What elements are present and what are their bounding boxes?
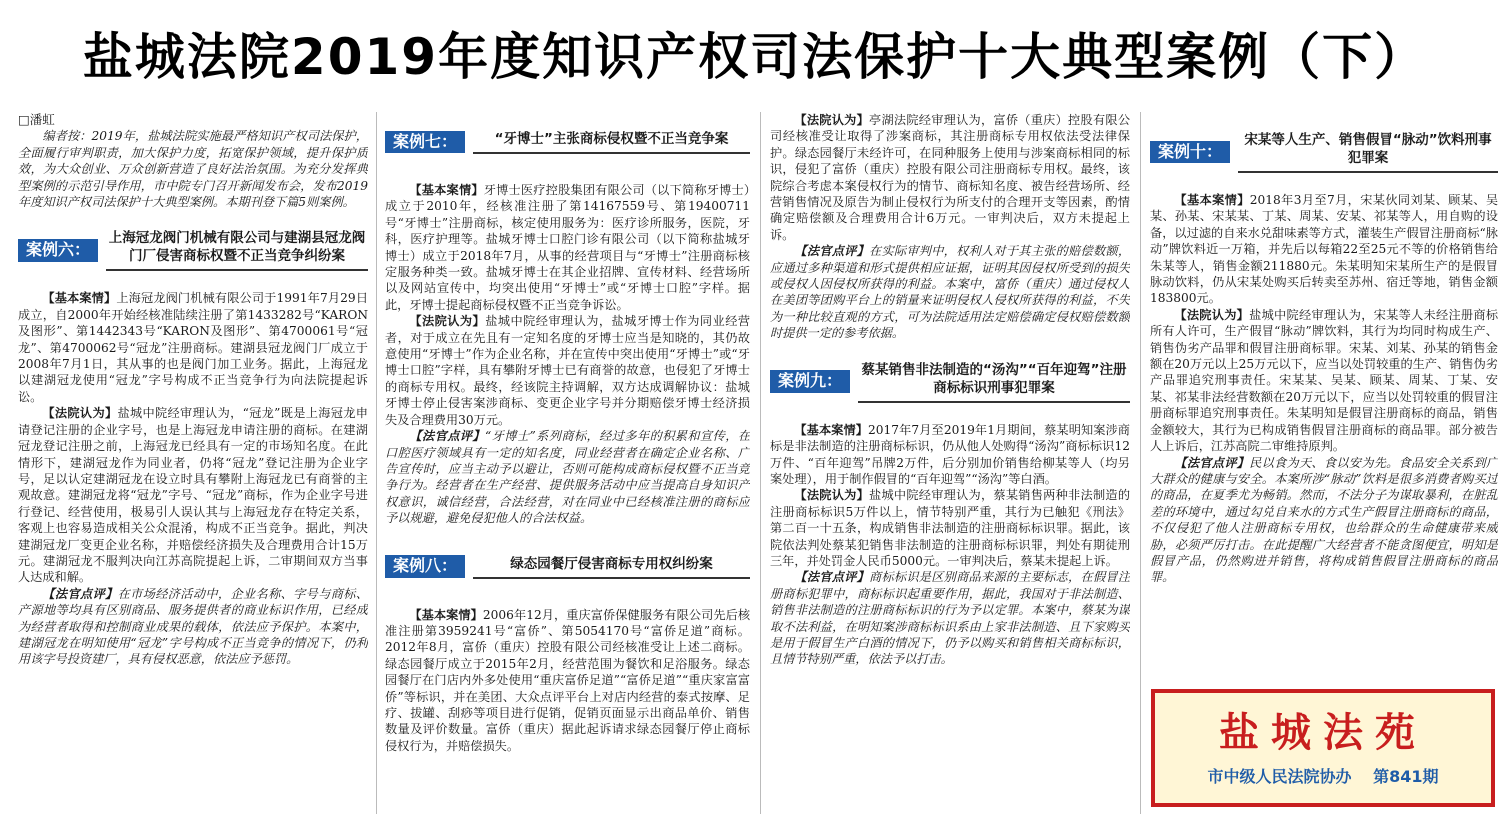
case-10-facts: 【基本案情】2018年3月至7月，宋某伙同刘某、顾某、吴某、孙某、宋某某、丁某、周某、安某、祁某等人，用自购的设备，以过滤的自来水兑甜味素等方式，灌装生产假冒注册商标“脉动”牌饮料近一万箱，并先后以每箱22至25元不等的价格销售给朱某等人，销售金额211880元。朱某明知宋某所生产的是假冒脉动饮料，仍从宋某处购买后转卖至苏州、宿迁等地，销售金额183800元。: [1150, 193, 1498, 306]
case-9-comment: 【法官点评】商标标识是区别商品来源的主要标志，在假冒注册商标犯罪中，商标标识起重要作用，据此，我国对于非法制造、销售非法制造的注册商标标识的行为予以定罪。本案中，蔡某为谋取不法利益，在明知案涉商标标识系由上家非法制造、且下家购买是用于假冒生产白酒的情况下，仍予以购买和销售相关商标标识，且情节特别严重，依法予以打击。: [770, 570, 1130, 667]
case-9-header: [770, 352, 1130, 412]
comment-tag: 【法官点评】: [42, 586, 118, 601]
case-7-facts: 【基本案情】牙博士医疗控股集团有限公司（以下简称牙博士）成立于2010年，经核准注册了第14167559号、第19400711号“牙博士”注册商标，核定使用服务为：医疗诊所服务，医院，牙科，医疗护理等。盐城牙博士口腔门诊有限公司（以下简称盐城牙博士）成立于2018年7月，从事的经营项目与“牙博士”注册商标核定服务种类一致。盐城牙博士在其企业招牌、宣传材料、经营场所以及网站宣传中，均突出使用“牙博士”或“牙博士口腔”字样。据此，牙博士提起商标侵权暨不正当竞争诉讼。: [385, 183, 750, 312]
column-divider: [760, 112, 761, 814]
case-6-header: [18, 220, 368, 280]
case-10-title: 宋某等人生产、销售假冒“脉动”饮料刑事犯罪案: [1238, 131, 1498, 173]
case-7-label: 案例七：: [385, 131, 465, 153]
column-divider: [376, 112, 377, 814]
case-10-court: 【法院认为】盐城中院经审理认为，宋某等人未经注册商标所有人许可，生产假冒“脉动”牌饮料，其行为均同时构成生产、销售伪劣产品罪和假冒注册商标罪。宋某、刘某、孙某的销售金额在20万元以上25万元以下，应当以处罚较重的生产、销售伪劣产品罪追究刑事责任。宋某某、吴某、顾某、周某、丁某、安某、祁某非法经营数额在20万元以下，应当以处罚较重的假冒注册商标罪追究刑事责任。朱某明知是假冒注册商标的商品，销售金额较大，其行为已构成销售假冒注册商标的商品罪。部分被告人上诉后，江苏高院二审维持原判。: [1150, 307, 1498, 454]
brand-subline: [1155, 764, 1491, 787]
case-8-facts: 【基本案情】2006年12月，重庆富侨保健服务有限公司先后核准注册第3959241号“富侨”、第5054170号“富侨足道”商标。2012年8月，富侨（重庆）控股有限公司经核准受让上述二商标。绿态园餐厅成立于2015年2月，经营范围为餐饮和足浴服务。绿态园餐厅在门店内外多处使用“重庆富侨足道”“富侨足道”“重庆家富富侨”等标识，并在美团、大众点评平台上对店内经营的泰式按摩、足疗、拔罐、刮痧等项目进行促销，促销页面显示出商品单价、销售数量及评价数量。富侨（重庆）据此起诉请求绿态园餐厅停止商标侵权行为，并赔偿损失。: [385, 607, 750, 753]
brand-issue: 第841期: [1373, 767, 1439, 786]
case-7-court: 【法院认为】盐城中院经审理认为，盐城牙博士作为同业经营者，对于成立在先且有一定知名度的牙博士应当是知晓的，其仍故意使用“牙博士”作为企业名称，并在宣传中突出使用“牙博士”或“牙博士口腔”字样，具有攀附牙博士已有商誉的故意，也侵犯了牙博士的商标专用权。最终，经该院主持调解，双方达成调解协议：盐城牙博士停止侵害案涉商标、变更企业字号并分期赔偿牙博士经济损失及合理费用30万元。: [385, 314, 750, 427]
case-8-header: [385, 537, 750, 597]
case-9-title: 蔡某销售非法制造的“汤沟”“百年迎驾”注册商标标识刑事犯罪案: [858, 361, 1130, 403]
byline: □潘虹: [18, 112, 55, 127]
case-6-facts: 【基本案情】上海冠龙阀门机械有限公司于1991年7月29日成立，自2000年开始经核准陆续注册了第1433282号“KARON及图形”、第1442343号“KARON及图形”、第4700061号“冠龙”、第4700062号“冠龙”注册商标。建湖县冠龙阀门厂成立于2008年7月1日，其从事的也是阀门加工业务。据此，上海冠龙以建湖冠龙使用“冠龙”字号构成不正当竞争行为向法院提起诉讼。: [18, 291, 368, 404]
column-2: [385, 112, 750, 814]
case-7-comment: 【法官点评】“牙博士”系列商标，经过多年的积累和宣传，在口腔医疗领域具有一定的知名度，同业经营者在确定企业名称、广告宣传时，应当主动予以避让，否则可能构成商标侵权暨不正当竞争行为。经营者在生产经营、提供服务活动中应当提高自身知识产权意识，诚信经营，合法经营，对在同业中已经核准注册的商标应予以规避，避免侵犯他人的合法权益。: [385, 429, 750, 526]
case-10-label: 案例十：: [1150, 141, 1230, 163]
case-8-comment: 【法官点评】在实际审判中，权利人对于其主张的赔偿数额，应通过多种渠道和形式提供相应证据，证明其因侵权所受到的损失或侵权人因侵权所获得的利益。本案中，富侨（重庆）通过侵权人在美团等团购平台上的销量来证明侵权人侵权所获得的利益，不失为一种比较直观的方式，可为法院适用法定赔偿确定侵权赔偿数额时提供一定的参考依据。: [770, 244, 1130, 341]
editor-note: 编者按：2019年，盐城法院实施最严格知识产权司法保护，全面履行审判职责，加大保护力度，拓宽保护领域，提升保护质效，为大众创业、万众创新营造了良好法治氛围。为充分发挥典型案例的示范引导作用，市中院专门召开新闻发布会，发布2019年度知识产权司法保护十大典型案例。本期刊登下篇5则案例。: [18, 129, 368, 210]
case-6-court: 【法院认为】盐城中院经审理认为，“冠龙”既是上海冠龙申请登记注册的企业字号，也是上海冠龙申请注册的商标。在建湖冠龙登记注册之前，上海冠龙已经具有一定的市场知名度。在此情形下，建湖冠龙作为同业者，仍将“冠龙”登记注册为企业字号，足以认定建湖冠龙在设立时具有攀附上海冠龙已有商誉的主观故意。建湖冠龙将“冠龙”字号、“冠龙”商标，作为企业字号进行登记、经营使用，极易引人误认其与上海冠龙存在特定关系，客观上也容易造成相关公众混淆，构成不正当竞争。据此，判决建湖冠龙厂变更企业名称，并赔偿经济损失及合理费用合计15万元。建湖冠龙不服判决向江苏高院提起上诉，二审期间双方当事人达成和解。: [18, 406, 368, 585]
case-10-header: [1150, 122, 1498, 182]
case-6-label: 案例六：: [18, 239, 98, 261]
column-brand-box: [1151, 689, 1495, 807]
case-9-court: 【法院认为】盐城中院经审理认为，蔡某销售两种非法制造的注册商标标识5万件以上，情节特别严重，其行为已触犯《刑法》第二百一十五条，构成销售非法制造的注册商标标识罪。据此，该院依法判处蔡某犯销售非法制造的注册商标标识罪，判处有期徒刑三年，并处罚金人民币5000元。一审判决后，蔡某未提起上诉。: [770, 488, 1130, 568]
case-6-comment: 【法官点评】在市场经济活动中，企业名称、字号与商标、产源地等均具有区别商品、服务提供者的商业标识作用，已经成为经营者取得和控制商业成果的载体，依法应予保护。本案中，建湖冠龙在明知使用“冠龙”字号构成不正当竞争的情况下，仍利用该字号投资建厂，具有侵权恶意，依法应予惩罚。: [18, 586, 368, 667]
case-9-facts: 【基本案情】2017年7月至2019年1月期间，蔡某明知案涉商标是非法制造的注册商标标识，仍从他人处购得“汤沟”商标标识12万件、“百年迎驾”吊牌2万件，后分别加价销售给柳某等人（均另案处理），用于制作假冒的“百年迎驾”“汤沟”等白酒。: [770, 422, 1130, 486]
case-8-court: 【法院认为】亭湖法院经审理认为，富侨（重庆）控股有限公司经核准受让取得了涉案商标，其注册商标专用权依法受法律保护。绿态园餐厅未经许可，在同种服务上使用与涉案商标相同的标识，侵犯了富侨（重庆）控股有限公司注册商标专用权。最终，该院综合考虑本案侵权行为的情节、商标知名度、被告经营场所、经营销售情况及原告为制止侵权行为所支付的合理开支等因素，酌情确定赔偿额及合理费用合计6万元。一审判决后，双方未提起上诉。: [770, 113, 1130, 242]
case-7-header: [385, 112, 750, 172]
case-8-title: 绿态园餐厅侵害商标专用权纠纷案: [473, 555, 750, 579]
case-9-label: 案例九：: [770, 370, 850, 392]
case-10-comment: 【法官点评】民以食为天、食以安为先。食品安全关系到广大群众的健康与安全。本案所涉“脉动”饮料是很多消费者购买过的商品，在夏季尤为畅销。然而，不法分子为谋取暴利，在脏乱差的环境中，通过勾兑自来水的方式生产假冒注册商标的商品，不仅侵犯了他人注册商标专用权，也给群众的生命健康带来威胁，必须严厉打击。在此提醒广大经营者不能贪图便宜，明知是假冒产品，仍然购进并销售，将构成销售假冒注册商标的商品罪。: [1150, 455, 1498, 585]
court-tag: 【法院认为】: [42, 406, 118, 421]
case-7-title: “牙博士”主张商标侵权暨不正当竞争案: [473, 130, 750, 154]
column-3: [770, 112, 1130, 814]
column-divider: [1140, 112, 1141, 814]
brand-name: 盐城法苑: [1219, 709, 1427, 756]
column-4: [1150, 112, 1498, 682]
brand-org: 市中级人民法院协办: [1207, 767, 1352, 786]
facts-tag: 【基本案情】: [42, 291, 117, 306]
column-1: [18, 112, 368, 814]
case-6-title: 上海冠龙阀门机械有限公司与建湖县冠龙阀门厂侵害商标权暨不正当竞争纠纷案: [106, 229, 368, 271]
case-8-label: 案例八：: [385, 555, 465, 577]
page-headline: 盐城法院2019年度知识产权司法保护十大典型案例（下）: [82, 28, 1427, 86]
